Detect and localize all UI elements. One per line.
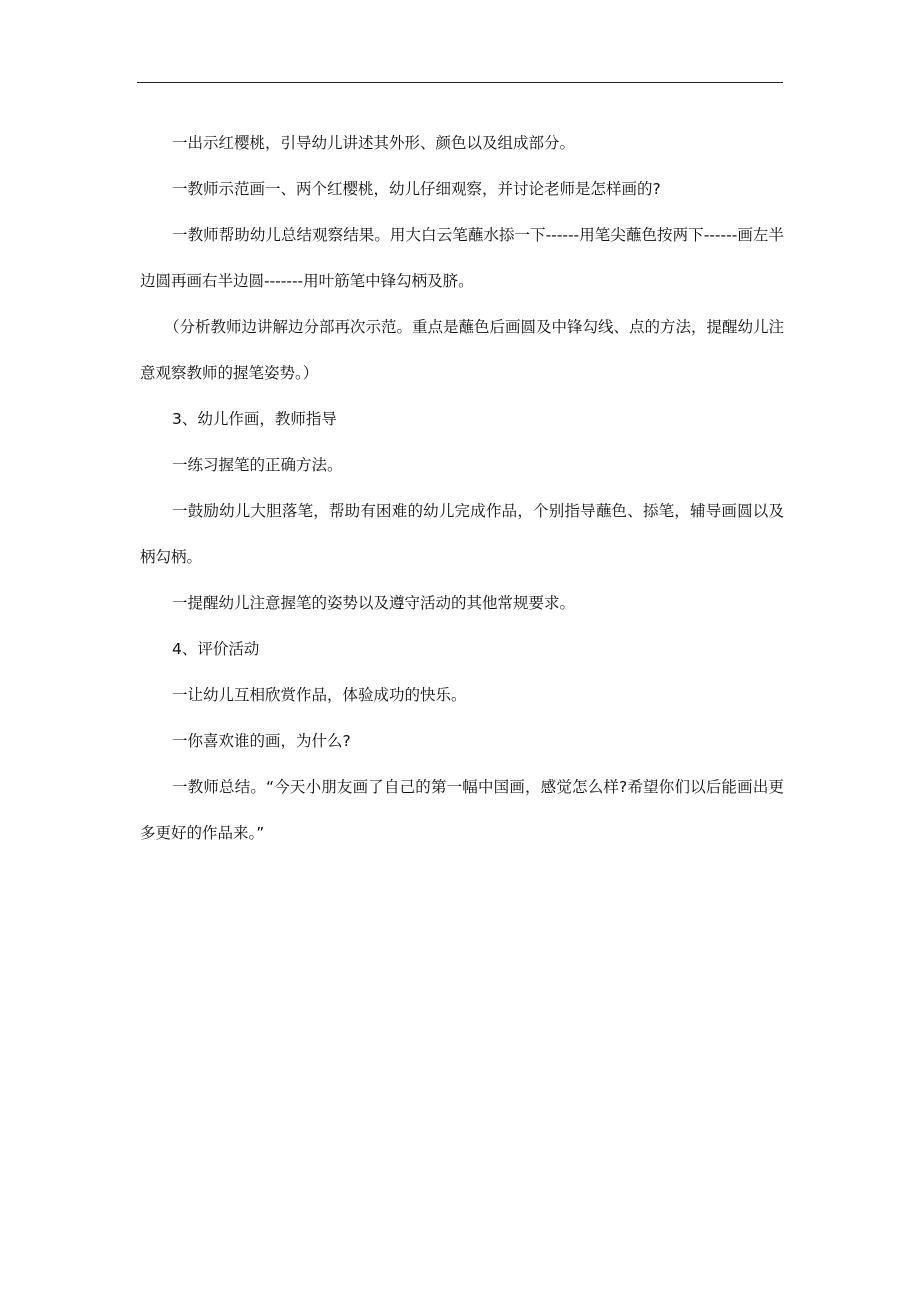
paragraph-encourage: 一鼓励幼儿大胆落笔，帮助有困难的幼儿完成作品，个别指导蘸色、掭笔，辅导画圆以及柄勾柄。 (140, 502, 784, 566)
paragraph-analysis-note: （分析教师边讲解边分部再次示范。重点是蘸色后画圆及中锋勾线、点的方法，提醒幼儿注意观察教师的握笔姿势。） (140, 318, 785, 382)
section-heading-evaluation: 4、评价活动 (172, 640, 260, 658)
paragraph-teacher-demo: 一教师示范画一、两个红樱桃，幼儿仔细观察，并讨论老师是怎样画的? (172, 180, 661, 198)
paragraph-teacher-summary: 一教师总结。“今天小朋友画了自己的第一幅中国画，感觉怎么样?希望你们以后能画出更多更好的作品来。” (140, 778, 784, 842)
paragraph-whose-painting: 一你喜欢谁的画，为什么? (172, 732, 351, 750)
paragraph-practice-grip: 一练习握笔的正确方法。 (172, 456, 343, 474)
paragraph-appreciate-works: 一让幼儿互相欣赏作品，体验成功的快乐。 (172, 686, 467, 704)
header-rule (137, 82, 783, 83)
paragraph-remind-posture: 一提醒幼儿注意握笔的姿势以及遵守活动的其他常规要求。 (172, 594, 576, 612)
paragraph-summarize-steps: 一教师帮助幼儿总结观察结果。用大白云笔蘸水掭一下------用笔尖蘸色按两下------画左半边圆再画右半边圆-------用叶筋笔中锋勾柄及脐。 (140, 226, 784, 290)
section-heading-children-drawing: 3、幼儿作画，教师指导 (172, 410, 337, 428)
document-body (140, 120, 784, 856)
paragraph-show-cherry: 一出示红樱桃，引导幼儿讲述其外形、颜色以及组成部分。 (172, 134, 576, 152)
